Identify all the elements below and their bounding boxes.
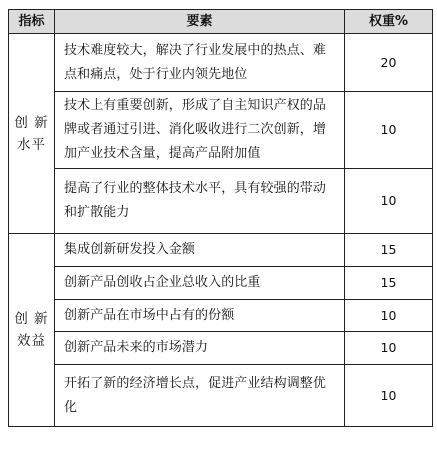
element-text: 开拓了新的经济增长点，促进产业结构调整优化: [55, 365, 345, 427]
weight-value: 15: [345, 234, 433, 267]
category-innovation-level: [9, 34, 55, 234]
table-row: [9, 234, 433, 267]
element-text: 创新产品未来的市场潜力: [55, 332, 345, 365]
table-row: [9, 34, 433, 92]
header-elements: 要素: [55, 10, 345, 34]
category-name-line2: 水平: [17, 136, 46, 153]
category-innovation-benefit: [9, 234, 55, 427]
element-text: 集成创新研发投入金额: [55, 234, 345, 267]
element-text: 技术难度较大，解决了行业发展中的热点、难点和痛点，处于行业内领先地位: [55, 34, 345, 92]
table-row: [9, 365, 433, 427]
table-row: [9, 300, 433, 332]
element-text: 提高了行业的整体技术水平，具有较强的带动和扩散能力: [55, 169, 345, 234]
table-wrapper: [8, 9, 433, 427]
element-text: 技术上有重要创新，形成了自主知识产权的品牌或者通过引进、消化吸收进行二次创新，增加产业技术含量，提高产品附加值: [55, 92, 345, 169]
table-row: [9, 332, 433, 365]
weight-value: 10: [345, 300, 433, 332]
weight-value: 10: [345, 92, 433, 169]
header-weight: 权重%: [345, 10, 433, 34]
indicator-weight-table: [8, 9, 433, 427]
element-text: 创新产品在市场中占有的份额: [55, 300, 345, 332]
category-name-line1: 创 新: [14, 311, 49, 327]
weight-value: 20: [345, 34, 433, 92]
table-row: [9, 169, 433, 234]
table-row: [9, 267, 433, 300]
table-row: [9, 92, 433, 169]
category-name-line2: 效益: [17, 333, 46, 349]
category-name-line1: 创 新: [14, 114, 49, 131]
header-indicator: 指标: [9, 10, 55, 34]
weight-value: 15: [345, 267, 433, 300]
weight-value: 10: [345, 365, 433, 427]
table-header-row: [9, 10, 433, 34]
element-text: 创新产品创收占企业总收入的比重: [55, 267, 345, 300]
weight-value: 10: [345, 169, 433, 234]
weight-value: 10: [345, 332, 433, 365]
